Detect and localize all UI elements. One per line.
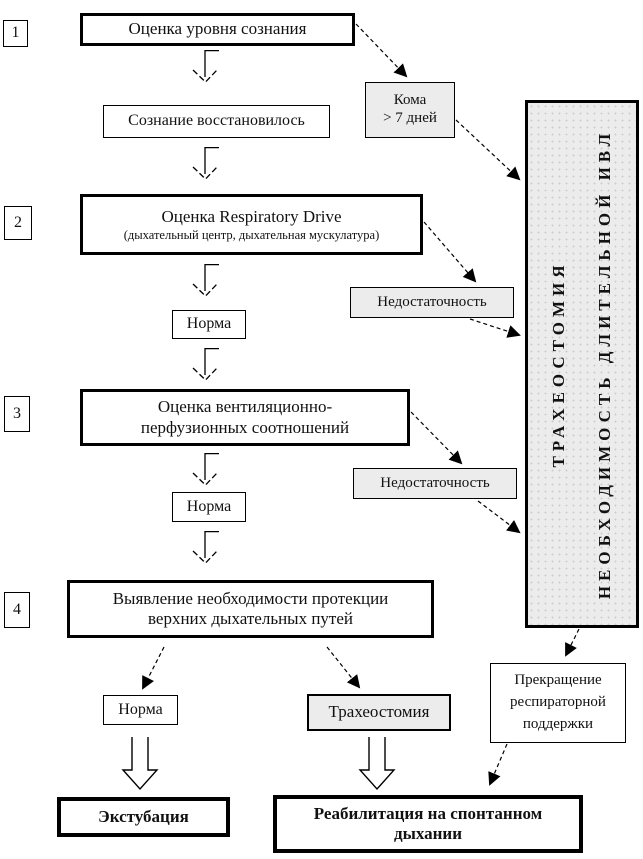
node-assess-airway-protection-line2: верхних дыхательных путей [147,609,354,628]
node-assess-consciousness [80,13,355,46]
step-number-2 [4,206,32,240]
node-assess-ventilation-perfusion-line2: перфузионных соотношений [140,417,350,437]
arrow-stop-support-to-rehabilitation [490,744,507,784]
node-norm-2 [172,492,246,522]
arrow-step1-to-coma [356,24,406,76]
node-rehabilitation-label: Реабилитация на спонтанном дыхании [313,803,543,843]
node-insufficiency-2-label: Недостаточность [380,474,490,491]
arrow-step4-to-norm3 [143,647,164,688]
node-insufficiency-1 [350,287,514,318]
arrow-step3-to-insufficiency2 [411,412,461,463]
node-norm-3 [103,695,178,725]
node-tracheostomy [307,694,451,731]
node-norm-2-label: Норма [186,497,232,515]
node-coma-line2: > 7 дней [383,110,437,126]
node-extubation-label: Экстубация [98,806,189,826]
step-number-4-label: 4 [13,600,21,618]
node-coma-line1: Кома [393,92,427,109]
node-assess-consciousness-label: Оценка уровня сознания [128,19,307,39]
arrow-insufficiency1-to-sidebar [470,319,519,335]
node-consciousness-restored [103,105,330,138]
node-norm-1-label: Норма [186,315,232,333]
node-assess-respiratory-drive [80,194,423,255]
node-stop-respiratory-support [490,663,626,743]
elbow-arrow-norm2-to-step4 [193,531,219,563]
block-arrow-norm3-to-extubation [123,737,157,789]
sidebar-line1: ТРАХЕОСТОМИЯ [549,260,568,468]
node-assess-airway-protection [67,580,434,638]
step-number-3-label: 3 [13,404,21,422]
arrow-coma-to-sidebar [456,120,519,179]
step-number-4 [4,592,30,628]
step-number-2-label: 2 [14,213,22,231]
step-number-3 [4,396,30,432]
node-assess-respiratory-drive-title: Оценка Respiratory Drive [161,206,342,226]
step-number-1-label: 1 [11,24,20,42]
step-number-1 [3,20,28,47]
arrow-sidebar-to-stop-support [566,629,579,655]
arrow-step2-to-insufficiency1 [424,222,475,281]
elbow-arrow-step3-to-norm2 [193,453,219,485]
elbow-arrow-step2-to-norm1 [193,264,219,296]
node-norm-3-label: Норма [118,700,163,718]
node-stop-respiratory-support-line2: респираторной [510,694,606,711]
node-consciousness-restored-label: Сознание восстановилось [128,112,305,130]
node-norm-1 [172,310,246,339]
sidebar-line2: НЕОБХОДИМОСТЬ ДЛИТЕЛЬНОЙ ИВЛ [595,128,614,600]
node-extubation [57,797,230,837]
elbow-arrow-restored-to-step2 [193,147,219,179]
node-rehabilitation-spontaneous-breathing [273,795,583,853]
block-arrow-tracheostomy-to-rehabilitation [360,737,394,789]
node-tracheostomy-label: Трахеостомия [328,702,430,722]
elbow-arrow-step1-to-restored [193,50,219,82]
node-insufficiency-1-label: Недостаточность [377,293,487,310]
node-insufficiency-2 [353,468,517,499]
node-assess-ventilation-perfusion [80,389,410,446]
node-stop-respiratory-support-line1: Прекращение [514,672,602,689]
node-assess-ventilation-perfusion-line1: Оценка вентиляционно- [157,397,333,417]
arrow-insufficiency2-to-sidebar [478,501,519,532]
node-coma [365,82,455,138]
node-tracheostomy-long-term-ventilation-text [527,100,637,628]
elbow-arrow-norm1-to-step3 [193,348,219,380]
node-assess-respiratory-drive-subtitle: (дыхательный центр, дыхательная мускулатура) [123,227,380,242]
arrow-step4-to-tracheostomy [327,647,359,687]
node-stop-respiratory-support-line3: поддержки [522,715,594,732]
node-assess-airway-protection-line1: Выявление необходимости протекции [112,588,389,608]
